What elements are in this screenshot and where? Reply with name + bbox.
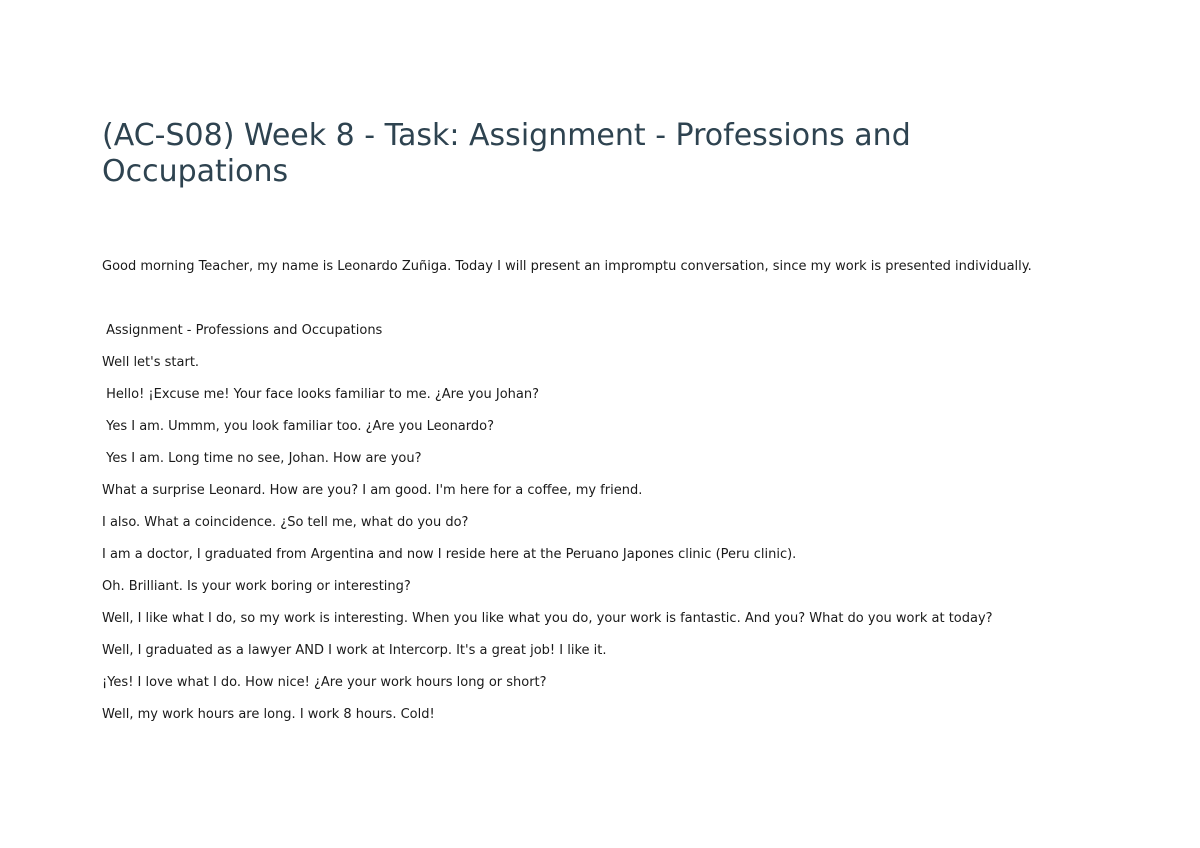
- dialogue-list: [102, 322, 1102, 738]
- dialogue-line: Yes I am. Ummm, you look familiar too. ¿Are you Leonardo?: [102, 419, 494, 434]
- dialogue-line: Well, I graduated as a lawyer AND I work at Intercorp. It's a great job! I like it.: [102, 643, 607, 658]
- dialogue-line: Well, my work hours are long. I work 8 hours. Cold!: [102, 707, 435, 722]
- dialogue-line: Well, I like what I do, so my work is interesting. When you like what you do, your work is fantastic. And you? What do you work at today?: [102, 611, 993, 626]
- dialogue-line: ¡Yes! I love what I do. How nice! ¿Are your work hours long or short?: [102, 675, 547, 690]
- dialogue-line: Hello! ¡Excuse me! Your face looks familiar to me. ¿Are you Johan?: [102, 387, 539, 402]
- page-title: (AC-S08) Week 8 - Task: Assignment - Professions and Occupations: [102, 118, 911, 189]
- dialogue-line: Yes I am. Long time no see, Johan. How are you?: [102, 451, 422, 466]
- dialogue-line: Well let's start.: [102, 355, 200, 370]
- dialogue-line: What a surprise Leonard. How are you? I am good. I'm here for a coffee, my friend.: [102, 483, 643, 498]
- section-heading: Assignment - Professions and Occupations: [102, 323, 383, 338]
- dialogue-line: I am a doctor, I graduated from Argentina and now I reside here at the Peruano Japones clinic (Peru clinic).: [102, 547, 797, 562]
- intro-paragraph: Good morning Teacher, my name is Leonardo Zuñiga. Today I will present an impromptu conversation, since my work is presented individually.: [102, 259, 1032, 274]
- dialogue-line: Oh. Brilliant. Is your work boring or interesting?: [102, 579, 411, 594]
- dialogue-line: I also. What a coincidence. ¿So tell me, what do you do?: [102, 515, 469, 530]
